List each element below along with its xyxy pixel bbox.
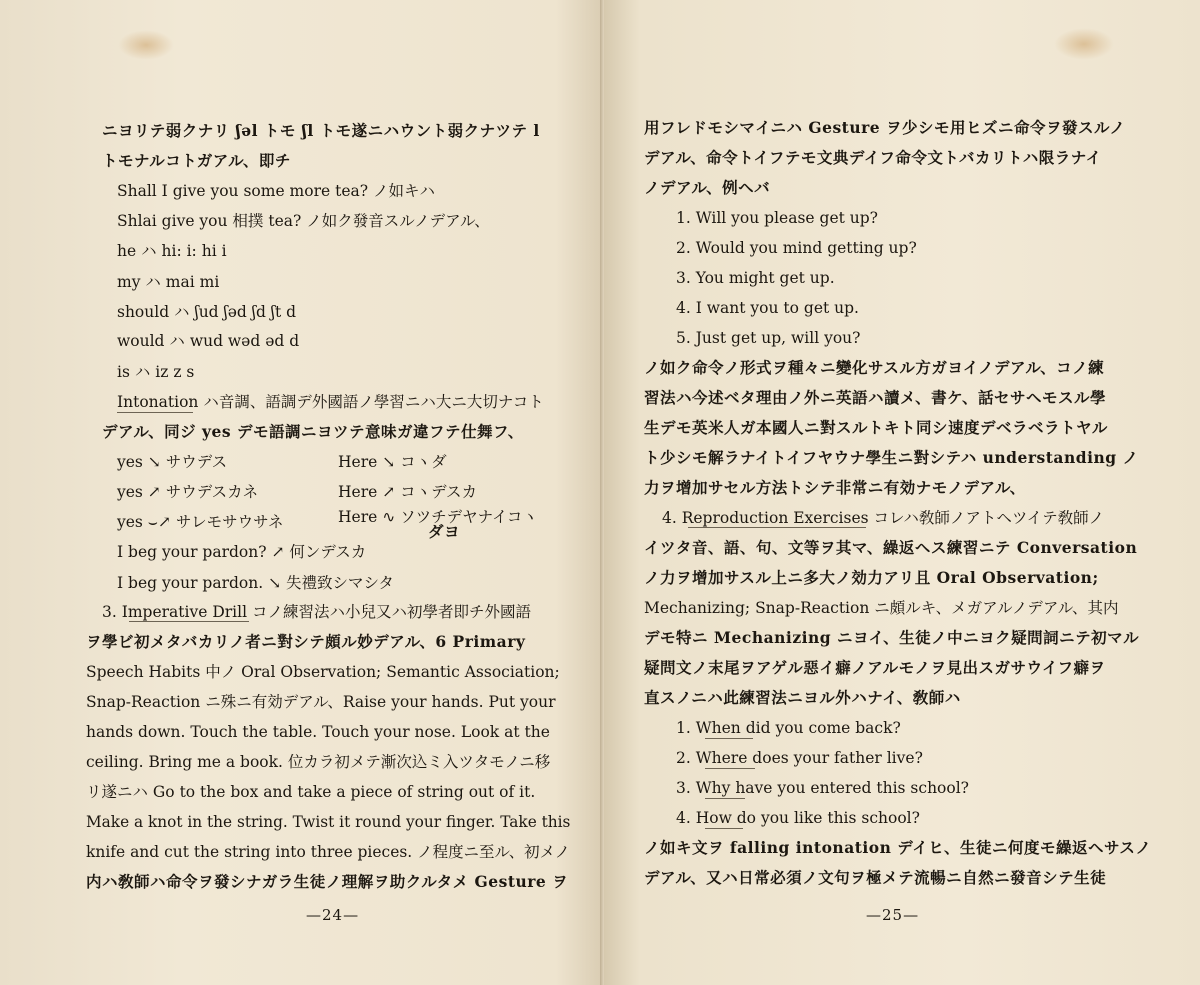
stain-mark (1054, 28, 1114, 60)
stain-mark (118, 30, 174, 60)
underline-rule (117, 412, 193, 413)
text-line: ダヨ (428, 522, 461, 541)
text-line: 3. You might get up. (676, 269, 835, 287)
text-line: Here ↗ コヽデスカ (338, 483, 477, 501)
text-line: ノデアル、例ヘバ (644, 178, 771, 197)
underline-rule (705, 738, 753, 739)
text-line: Here ∿ ソツチデヤナイコヽ (338, 508, 538, 526)
text-line: should ハ ʃud ʃəd ʃd ʃt d (117, 303, 297, 321)
text-line: 3. Why have you entered this school? (676, 779, 969, 797)
text-line: デアル、同ジ yes デモ語調ニヨツテ意味ガ違フテ仕舞フ、 (102, 422, 524, 441)
text-line: is ハ iz z s (117, 363, 195, 381)
text-line: 疑問文ノ末尾ヲアゲル惡イ癖ノアルモノヲ見出スガサウイフ癖ヲ (644, 658, 1106, 677)
text-line: 4. How do you like this school? (676, 809, 920, 827)
text-line: ヲ學ビ初メタバカリノ者ニ對シテ頗ル妙デアル、6 Primary (86, 632, 526, 651)
text-line: 4. I want you to get up. (676, 299, 859, 317)
text-line: ノ如ク命令ノ形式ヲ種々ニ變化サスル方ガヨイノデアル、コノ練 (644, 358, 1105, 377)
text-line: Make a knot in the string. Twist it round your finger. Take this (86, 813, 571, 831)
underline-rule (688, 527, 866, 528)
text-line: Intonation ハ音調、語調デ外國語ノ學習ニハ大ニ大切ナコト (117, 393, 544, 411)
text-line: リ遂ニハ Go to the box and take a piece of string out of it. (86, 783, 536, 801)
text-line: I beg your pardon. ↘ 失禮致シマシタ (117, 574, 394, 592)
text-line: 1. Will you please get up? (676, 209, 878, 227)
page-number: —25— (866, 906, 920, 924)
underline-rule (705, 768, 755, 769)
text-line: ノ力ヲ增加サスル上ニ多大ノ効力アリ且 Oral Observation; (644, 568, 1099, 587)
text-line: デモ特ニ Mechanizing ニヨイ、生徒ノ中ニヨク疑問詞ニテ初マル (644, 628, 1140, 647)
text-line: ノ如キ文ヲ falling intonation デイヒ、生徒ニ何度モ繰返ヘサスノ (644, 838, 1152, 857)
text-line: イツタ音、語、句、文等ヲ其マ、繰返ヘス練習ニテ Conversation (644, 538, 1138, 557)
text-line: my ハ mai mi (117, 273, 220, 291)
text-line: デアル、又ハ日常必須ノ文句ヲ極メテ流暢ニ自然ニ發音シテ生徒 (644, 868, 1107, 887)
text-line: 生デモ英米人ガ本國人ニ對スルトキト同シ速度デベラベラトヤル (644, 418, 1108, 437)
text-line: デアル、命令トイフテモ文典デイフ命令文トバカリトハ限ラナイ (644, 148, 1102, 167)
text-line: 1. When did you come back? (676, 719, 901, 737)
text-line: 習法ハ今述ベタ理由ノ外ニ英語ハ讀メ、書ケ、話セサヘモスル學 (644, 388, 1106, 407)
underline-rule (705, 828, 743, 829)
text-line: Mechanizing; Snap-Reaction ニ頗ルキ、メガアルノデアル、其内 (644, 599, 1119, 617)
underline-rule (705, 798, 745, 799)
text-line: トモナルコトガアル、即チ (102, 151, 291, 170)
text-line: ニヨリテ弱クナリ ʃəl トモ ʃl トモ遂ニハウント弱クナツテ l (102, 121, 540, 140)
text-line: knife and cut the string into three pieces. ノ程度ニ至ル、初メノ (86, 843, 571, 861)
text-line: 力ヲ增加サセル方法トシテ非常ニ有効ナモノデアル、 (644, 478, 1026, 497)
text-line: 2. Where does your father live? (676, 749, 923, 767)
underline-rule (129, 621, 249, 622)
text-line: yes ↗ サウデスカネ (117, 483, 259, 501)
text-line: yes ⌣↗ サレモサウサネ (117, 513, 284, 531)
text-line: he ハ hi: i: hi i (117, 242, 227, 260)
text-line: 3. Imperative Drill コノ練習法ハ小兒又ハ初學者即チ外國語 (102, 603, 531, 621)
text-line: 5. Just get up, will you? (676, 329, 861, 347)
text-line: Shall I give you some more tea? ノ如キハ (117, 182, 435, 200)
text-line: 2. Would you mind getting up? (676, 239, 917, 257)
text-line: would ハ wud wəd əd d (117, 332, 300, 350)
text-line: ト少シモ解ラナイトイフヤウナ學生ニ對シテハ understanding ノ (644, 448, 1139, 467)
right-page (604, 0, 1200, 985)
text-line: ceiling. Bring me a book. 位カラ初メテ漸次込ミ入ツタモノニ移 (86, 753, 551, 771)
text-line: hands down. Touch the table. Touch your nose. Look at the (86, 723, 550, 741)
page-number: —24— (306, 906, 360, 924)
text-line: yes ↘ サウデス (117, 453, 228, 471)
text-line: Here ↘ コヽダ (338, 453, 447, 471)
text-line: 4. Reproduction Exercises コレハ敎師ノアトヘツイテ敎師ノ (662, 509, 1105, 527)
text-line: I beg your pardon? ↗ 何ンデスカ (117, 543, 367, 561)
text-line: 内ハ敎師ハ命令ヲ發シナガラ生徒ノ理解ヲ助クルタメ Gesture ヲ (86, 872, 569, 891)
text-line: Speech Habits 中ノ Oral Observation; Semantic Association; (86, 663, 560, 681)
text-line: 直スノニハ此練習法ニヨル外ハナイ、敎師ハ (644, 688, 961, 707)
text-line: Snap-Reaction ニ殊ニ有効デアル、Raise your hands. Put your (86, 693, 556, 711)
text-line: 用フレドモシマイニハ Gesture ヲ少シモ用ヒズニ命令ヲ發スルノ (644, 118, 1126, 137)
text-line: Shlai give you 相撲 tea? ノ如ク發音スルノデアル、 (117, 212, 490, 230)
